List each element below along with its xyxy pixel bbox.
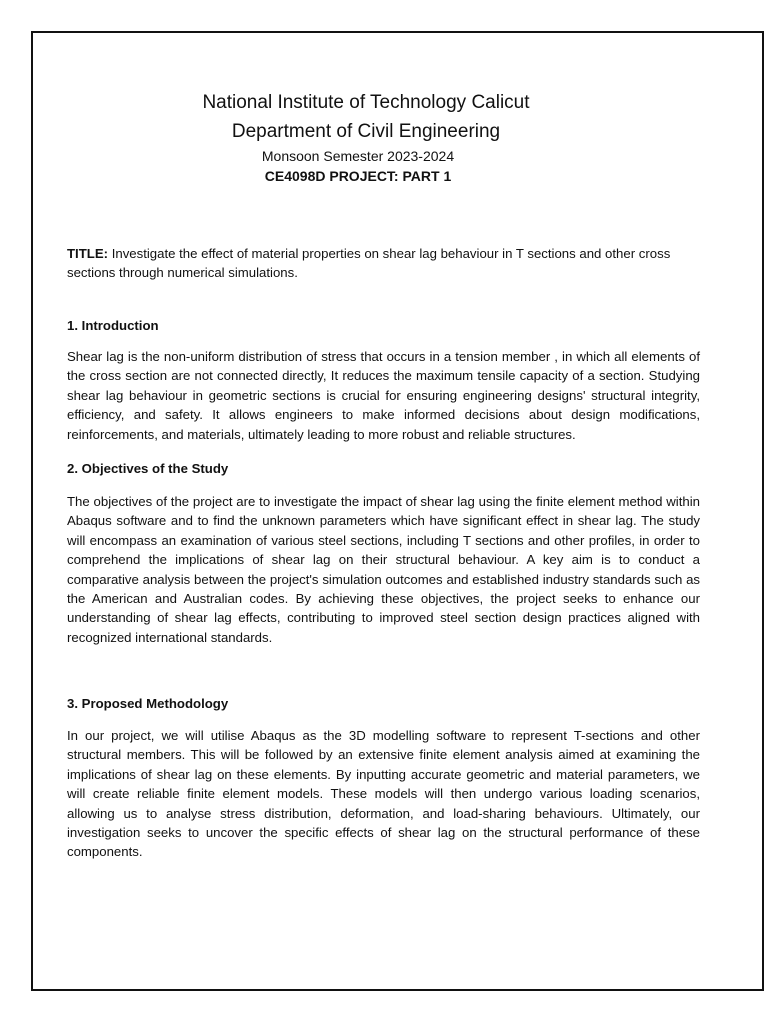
- section-heading-introduction: 1. Introduction: [67, 318, 159, 333]
- title-block: [67, 244, 700, 283]
- section-body-objectives: The objectives of the project are to investigate the impact of shear lag using the finite element method within Abaqus software and to find the unknown parameters which have significant effect in shear lag. The study will encompass an examination of various steel sections, including T sections and other profiles, in order to comprehend the implications of shear lag on their structural behaviour. A key aim is to conduct a comparative analysis between the project's simulation outcomes and established industry standards such as the American and Australian codes. By achieving these objectives, the project seeks to enhance our understanding of shear lag effects, contributing to improved steel section design practices aligned with recognized international standards.: [67, 494, 700, 645]
- section-heading-objectives: 2. Objectives of the Study: [67, 461, 229, 476]
- institute-name: National Institute of Technology Calicut: [202, 92, 530, 113]
- section-heading-methodology: 3. Proposed Methodology: [67, 696, 229, 711]
- title-text: Investigate the effect of material properties on shear lag behaviour in T sections and other cross sections through numerical simulations.: [67, 246, 671, 281]
- project-label: CE4098D PROJECT: PART 1: [264, 168, 452, 184]
- section-body-introduction: Shear lag is the non-uniform distribution of stress that occurs in a tension member , in which all elements of the cross section are not connected directly, It reduces the maximum tensile capacity of a section. Studying shear lag behaviour in geometric sections is crucial for ensuring engineering designs' structural integrity, efficiency, and safety. It allows engineers to make informed decisions about design modifications, reinforcements, and materials, ultimately leading to more robust and reliable structures.: [67, 349, 700, 442]
- section-body-methodology: In our project, we will utilise Abaqus as the 3D modelling software to represent T-sections and other structural members. This will be followed by an extensive finite element analysis aimed at examining the implications of shear lag on these elements. By inputting accurate geometric and material parameters, we will create reliable finite element models. These models will then undergo various loading scenarios, allowing us to analyse stress distribution, deformation, and load-sharing behaviours. Ultimately, our investigation seeks to uncover the specific effects of shear lag on the structural performance of these components.: [67, 728, 700, 860]
- department-name: Department of Civil Engineering: [231, 121, 501, 142]
- semester-label: Monsoon Semester 2023-2024: [261, 148, 455, 164]
- title-label: TITLE:: [67, 246, 109, 261]
